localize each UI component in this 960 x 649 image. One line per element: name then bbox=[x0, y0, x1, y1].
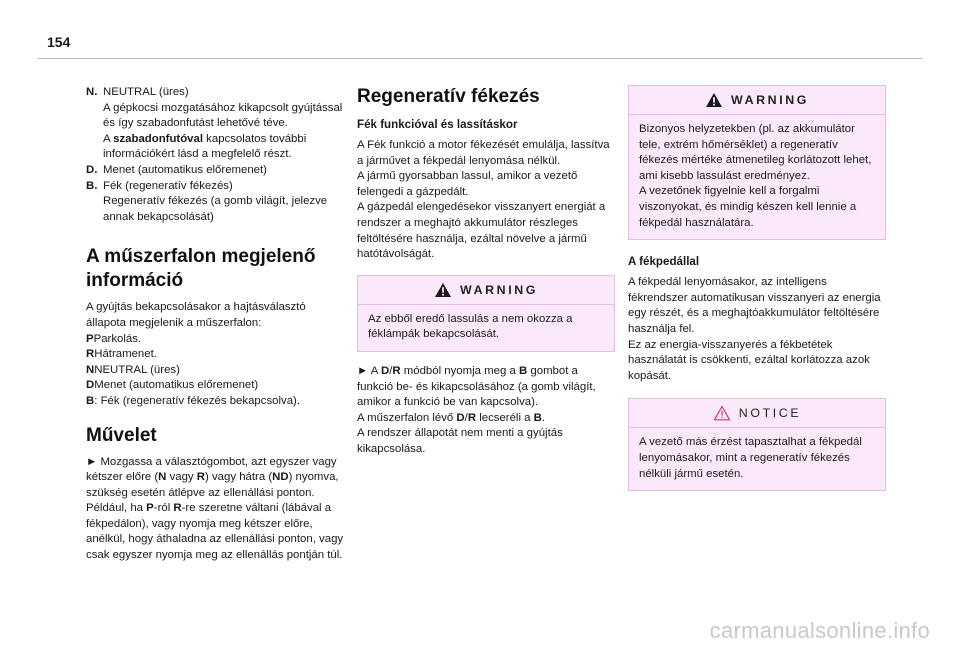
warning-triangle-icon bbox=[705, 92, 723, 108]
warning-box-header bbox=[358, 276, 614, 305]
left-column bbox=[86, 85, 344, 564]
section-heading-regenerative-braking: Regeneratív fékezés bbox=[357, 86, 540, 107]
subheading-brake-function: Fék funkcióval és lassításkor bbox=[357, 118, 518, 131]
notice-box-header bbox=[629, 399, 885, 428]
warning-box-battery bbox=[628, 85, 886, 240]
notice-box bbox=[628, 398, 886, 491]
dashboard-intro: A gyújtás bekapcsolásakor a hajtásválasztó állapota megjelenik a műszerfalon: bbox=[86, 301, 306, 329]
operation-paragraph-1: ► Mozgassa a választógombot, azt egyszer vagy kétszer előre (N vagy R) vagy hátra (ND) nyomva, szükség esetén átlépve az ellenállási ponton. bbox=[86, 455, 339, 499]
brake-pedal-description: A fékpedál lenyomásakor, az intelligens fékrendszer automatikusan visszanyeri az energia egy részét, és a meghajtóakkumulátor feltöltésére használja fel. Ez az energia-visszanyerés a fékbetétek használatát is csökkenti, ezáltal korlátozza azok kopását. bbox=[628, 276, 881, 382]
warning-triangle-icon bbox=[434, 282, 452, 298]
regen-description: A Fék funkció a motor fékezését emulálja, lassítva a járművet a fékpedál lenyomása nélkül. A jármű gyorsabban lassul, amikor a vezető felengedi a gázpedált. A gázpedál elengedésekor visszanyert energiát a rendszer a meghajtó akkumulátor részleges feltöltésére használja, ezáltal növelve a jármű hatótávolságát. bbox=[357, 139, 610, 261]
list-item-n: N. NEUTRAL (üres) A gépkocsi mozgatásához kikapcsolt gyújtással és így szabadonfutást lehetővé téve. A szabadonfutóval kapcsolatos további információkért lásd a megfelelő részt. bbox=[86, 86, 343, 161]
operation-paragraph-2: Például, ha P-ról R-re szeretne váltani (lábával a fékpedálon), vagy nyomja meg kétszer előre, anélkül, hogy áthaladna az ellenállási ponton, vagy csak egyszer nyomja meg az ellenállás pontján túl. bbox=[86, 502, 344, 562]
list-item-d: D. Menet (automatikus előremenet) bbox=[86, 163, 267, 176]
warning-box bbox=[357, 275, 615, 352]
watermark: carmanualsonline.info bbox=[709, 618, 930, 643]
gear-mode-list bbox=[86, 85, 344, 225]
warning-title: WARNING bbox=[459, 282, 539, 297]
right-column bbox=[628, 85, 886, 491]
warning-text: Az ebből eredő lassulás a nem okozza a féklámpák bekapcsolását. bbox=[368, 312, 573, 341]
warning-box-header bbox=[629, 86, 885, 115]
subheading-brake-pedal: A fékpedállal bbox=[628, 255, 700, 269]
middle-column bbox=[357, 85, 615, 458]
notice-title: NOTICE bbox=[738, 406, 802, 421]
top-divider bbox=[38, 58, 922, 59]
page-number: 154 bbox=[47, 34, 71, 50]
warning-text: Bizonyos helyzetekben (pl. az akkumulátor tele, extrém hőmérséklet) a regeneratív fékezés mértéke átmenetileg korlátozott lehet, ami kisebb lassulást eredményez. A vezetőnek figyelnie kell a forgalmi viszonyokat, és mindig készen kell lennie a fékpedál használatára. bbox=[639, 123, 872, 229]
warning-title: WARNING bbox=[730, 93, 810, 107]
regen-activation: ► A D/R módból nyomja meg a B gombot a funkció be- és kikapcsolásához (a gomb világít, amikor a funkció be van kapcsolva). A műszerfalon lévő D/R lecseréli a B. A rendszer állapotát nem menti a gyújtás kikapcsolása. bbox=[357, 364, 596, 455]
list-item-b: B. Fék (regeneratív fékezés) Regeneratív fékezés (a gomb világít, jelezve annak bekapcsolását) bbox=[86, 179, 328, 223]
notice-text: A vezető más érzést tapasztalhat a fékpedál lenyomásakor, mint a regeneratív fékezés nélküli jármű esetén. bbox=[639, 436, 862, 480]
status-list: PParkolás. RHátramenet. NNEUTRAL (üres) DMenet (automatikus előremenet) B: Fék (regeneratív fékezés bekapcsolva). bbox=[86, 332, 300, 407]
section-heading-dashboard-info: A műszerfalon megjelenő információ bbox=[86, 246, 316, 292]
section-heading-operation: Művelet bbox=[86, 424, 157, 446]
notice-triangle-icon bbox=[713, 405, 731, 421]
